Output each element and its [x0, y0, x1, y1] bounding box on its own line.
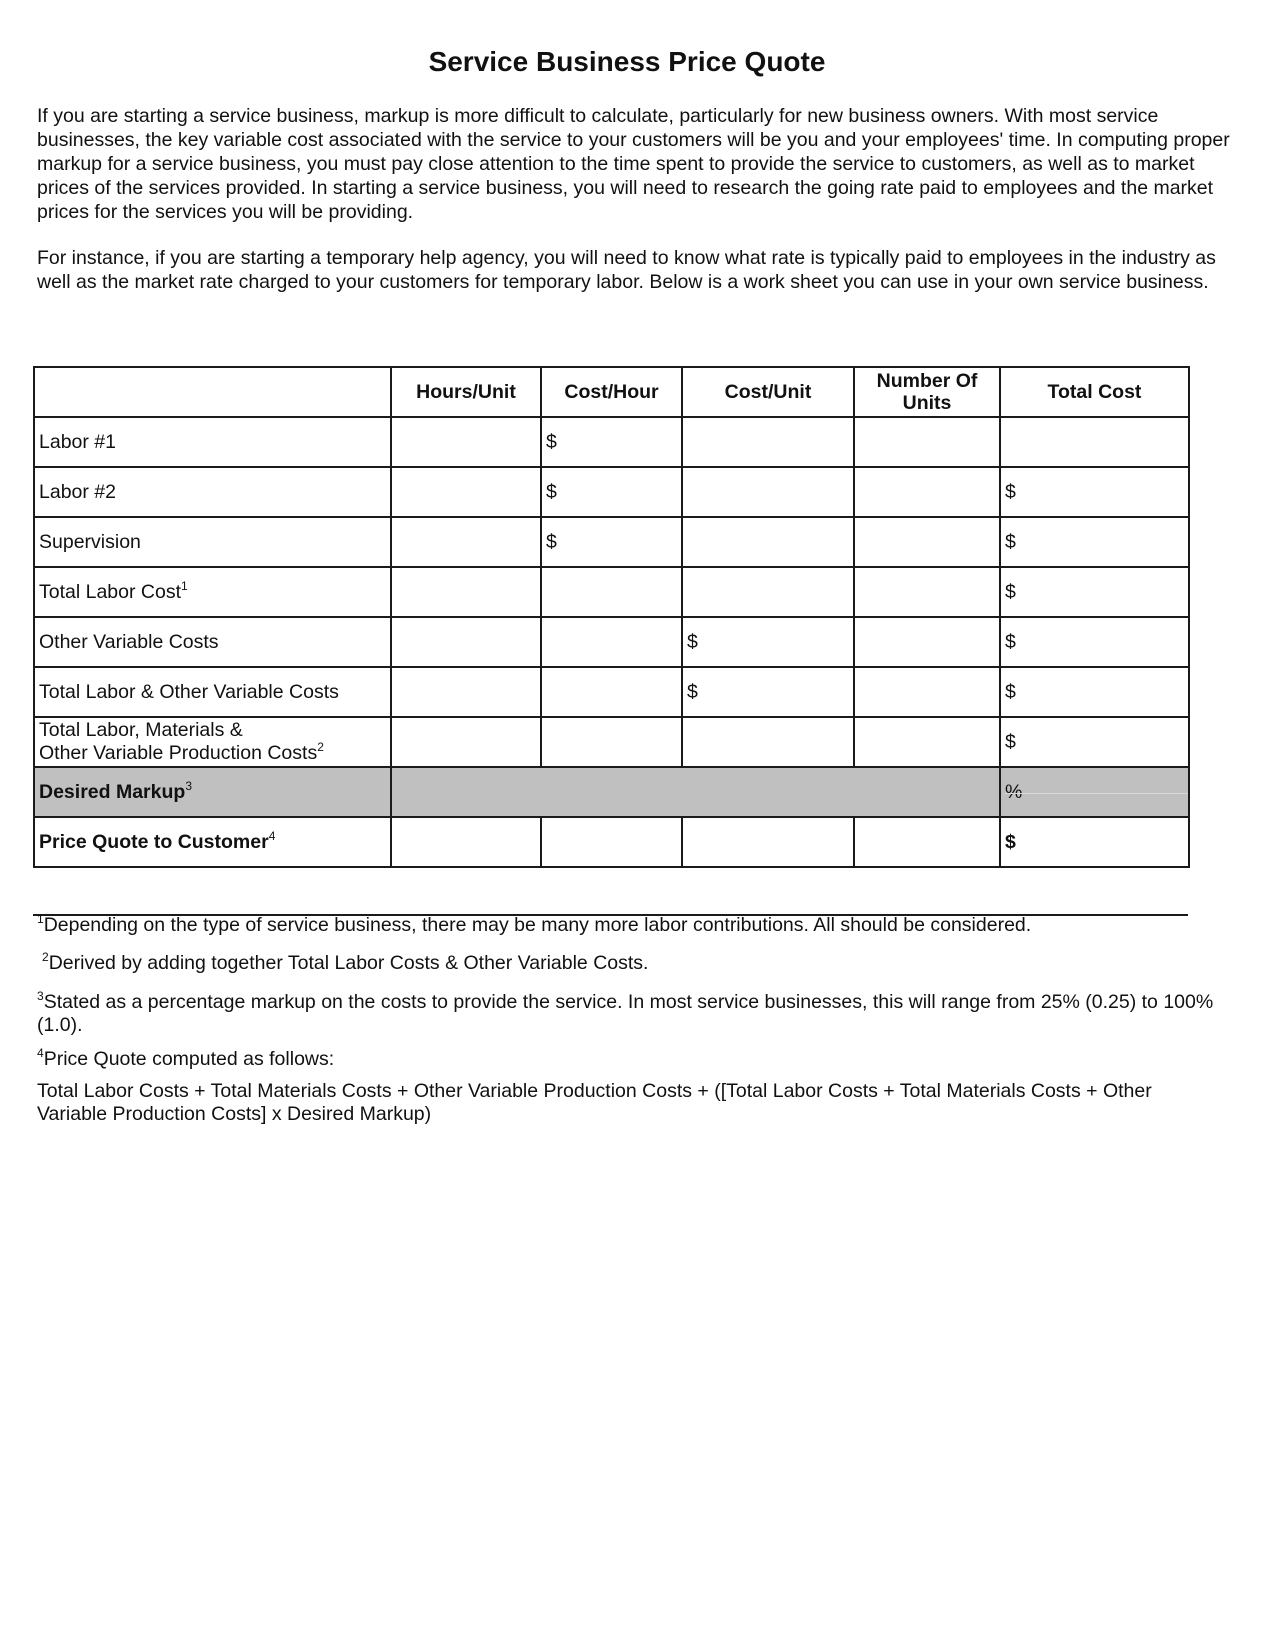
table-row-labor-1 [34, 417, 1189, 467]
row-label: Supervision [34, 517, 391, 567]
header-cost-per-hour: Cost/Hour [541, 367, 682, 417]
faint-divider [1005, 793, 1188, 794]
total-cost-cell[interactable]: $ [1000, 617, 1189, 667]
cost-per-hour-cell[interactable] [541, 667, 682, 717]
number-of-units-cell[interactable] [854, 567, 1000, 617]
shaded-merged-cell [391, 767, 1000, 817]
total-cost-cell[interactable]: $ [1000, 667, 1189, 717]
number-of-units-cell[interactable] [854, 667, 1000, 717]
footnote-mark: 3 [37, 989, 44, 1003]
cost-per-unit-cell[interactable]: $ [682, 617, 854, 667]
cost-per-hour-cell[interactable]: $ [541, 517, 682, 567]
footnote-text: Depending on the type of service business, there may be many more labor contributions. All should be considered. [43, 914, 1032, 936]
hours-per-unit-cell[interactable] [391, 567, 541, 617]
header-line: Units [902, 392, 952, 414]
price-quote-total-cell[interactable]: $ [1000, 817, 1189, 867]
cost-per-hour-cell[interactable] [541, 617, 682, 667]
header-line: Number Of [876, 370, 978, 392]
footnote-4 [37, 1048, 1217, 1071]
cost-per-unit-cell[interactable] [682, 417, 854, 467]
row-label-line: Total Labor, Materials & [39, 719, 243, 741]
row-label-text: Desired Markup [39, 780, 186, 803]
footnote-3 [37, 991, 1217, 1037]
cost-per-unit-cell[interactable] [682, 567, 854, 617]
footnote-text: Stated as a percentage markup on the costs to provide the service. In most service businesses, this will range from 25% (0.25) to 100% (1.0). [37, 991, 1214, 1036]
number-of-units-cell[interactable] [854, 467, 1000, 517]
cost-per-unit-cell[interactable]: $ [682, 667, 854, 717]
row-label: Labor #2 [34, 467, 391, 517]
footnote-mark: 4 [37, 1046, 44, 1060]
number-of-units-cell[interactable] [854, 717, 1000, 767]
total-cost-cell[interactable]: $ [1000, 517, 1189, 567]
footnote-text: Price Quote computed as follows: [43, 1048, 335, 1070]
intro-paragraph-2: For instance, if you are starting a temporary help agency, you will need to know what rate is typically paid to employees in the industry as well as the market rate charged to your customers for temporary labor. Below is a work sheet you can use in your own service business. [37, 247, 1216, 293]
total-cost-cell[interactable]: $ [1000, 467, 1189, 517]
table-row-total-labor-cost [34, 567, 1189, 617]
row-label-line: Other Variable Production Costs [39, 742, 318, 764]
number-of-units-cell[interactable] [854, 417, 1000, 467]
hours-per-unit-cell[interactable] [391, 467, 541, 517]
number-of-units-cell[interactable] [854, 617, 1000, 667]
table-row-total-labor-and-other-variable-costs [34, 667, 1189, 717]
page-title: Service Business Price Quote [428, 46, 826, 77]
header-total-cost: Total Cost [1000, 367, 1189, 417]
percent-symbol: % [1005, 781, 1023, 803]
hours-per-unit-cell[interactable] [391, 617, 541, 667]
total-cost-cell[interactable]: $ [1000, 567, 1189, 617]
footnote-1 [37, 914, 1217, 937]
footnote-ref-1: 1 [181, 578, 188, 593]
cost-per-unit-cell[interactable] [682, 817, 854, 867]
hours-per-unit-cell[interactable] [391, 717, 541, 767]
footnote-ref-2: 2 [317, 740, 324, 754]
row-label [34, 567, 391, 617]
cost-per-hour-cell[interactable] [541, 567, 682, 617]
total-cost-cell[interactable]: $ [1000, 717, 1189, 767]
footnote-ref-4: 4 [268, 828, 276, 843]
number-of-units-cell[interactable] [854, 817, 1000, 867]
markup-percent-cell[interactable] [1000, 767, 1189, 817]
table-row-supervision [34, 517, 1189, 567]
row-label [34, 817, 391, 867]
total-cost-cell[interactable] [1000, 417, 1189, 467]
number-of-units-cell[interactable] [854, 517, 1000, 567]
table-row-desired-markup [34, 767, 1189, 817]
row-label-text: Price Quote to Customer [39, 830, 269, 853]
price-quote-worksheet-table [33, 366, 1190, 868]
footnote-2 [42, 952, 1222, 975]
row-label [34, 767, 391, 817]
cost-per-unit-cell[interactable] [682, 517, 854, 567]
footnote-mark: 1 [37, 912, 44, 926]
hours-per-unit-cell[interactable] [391, 517, 541, 567]
hours-per-unit-cell[interactable] [391, 667, 541, 717]
row-label [34, 717, 391, 767]
table-row-total-labor-materials-production-costs [34, 717, 1189, 767]
cost-per-hour-cell[interactable]: $ [541, 417, 682, 467]
footnote-ref-3: 3 [185, 778, 192, 793]
footnote-text: Derived by adding together Total Labor Costs & Other Variable Costs. [48, 952, 649, 974]
table-row-other-variable-costs [34, 617, 1189, 667]
cost-per-hour-cell[interactable] [541, 717, 682, 767]
intro-paragraph-1: If you are starting a service business, markup is more difficult to calculate, particularly for new business owners. With most service businesses, the key variable cost associated with the service to your customers will be you and your employees' time. In computing proper markup for a service business, you must pay close attention to the time spent to provide the service to customers, as well as to market prices of the services provided. In starting a service business, you will need to research the going rate paid to employees and the market prices for the services you will be providing. [37, 105, 1230, 223]
table-header-row [34, 367, 1189, 417]
header-label-column [34, 367, 391, 417]
row-label: Other Variable Costs [34, 617, 391, 667]
cost-per-hour-cell[interactable]: $ [541, 467, 682, 517]
hours-per-unit-cell[interactable] [391, 417, 541, 467]
row-label-text: Total Labor Cost [39, 580, 181, 603]
row-label: Labor #1 [34, 417, 391, 467]
row-label: Total Labor & Other Variable Costs [34, 667, 391, 717]
cost-per-hour-cell[interactable] [541, 817, 682, 867]
table-row-price-quote-to-customer [34, 817, 1189, 867]
price-quote-formula: Total Labor Costs + Total Materials Costs + Other Variable Production Costs + ([Total Labor Costs + Total Materials Costs + Other Variable Production Costs] x Desired Markup) [37, 1080, 1152, 1125]
header-number-of-units [854, 367, 1000, 417]
header-hours-per-unit: Hours/Unit [391, 367, 541, 417]
table-row-labor-2 [34, 467, 1189, 517]
hours-per-unit-cell[interactable] [391, 817, 541, 867]
header-cost-per-unit: Cost/Unit [682, 367, 854, 417]
footnote-mark: 2 [42, 950, 49, 964]
cost-per-unit-cell[interactable] [682, 717, 854, 767]
cost-per-unit-cell[interactable] [682, 467, 854, 517]
